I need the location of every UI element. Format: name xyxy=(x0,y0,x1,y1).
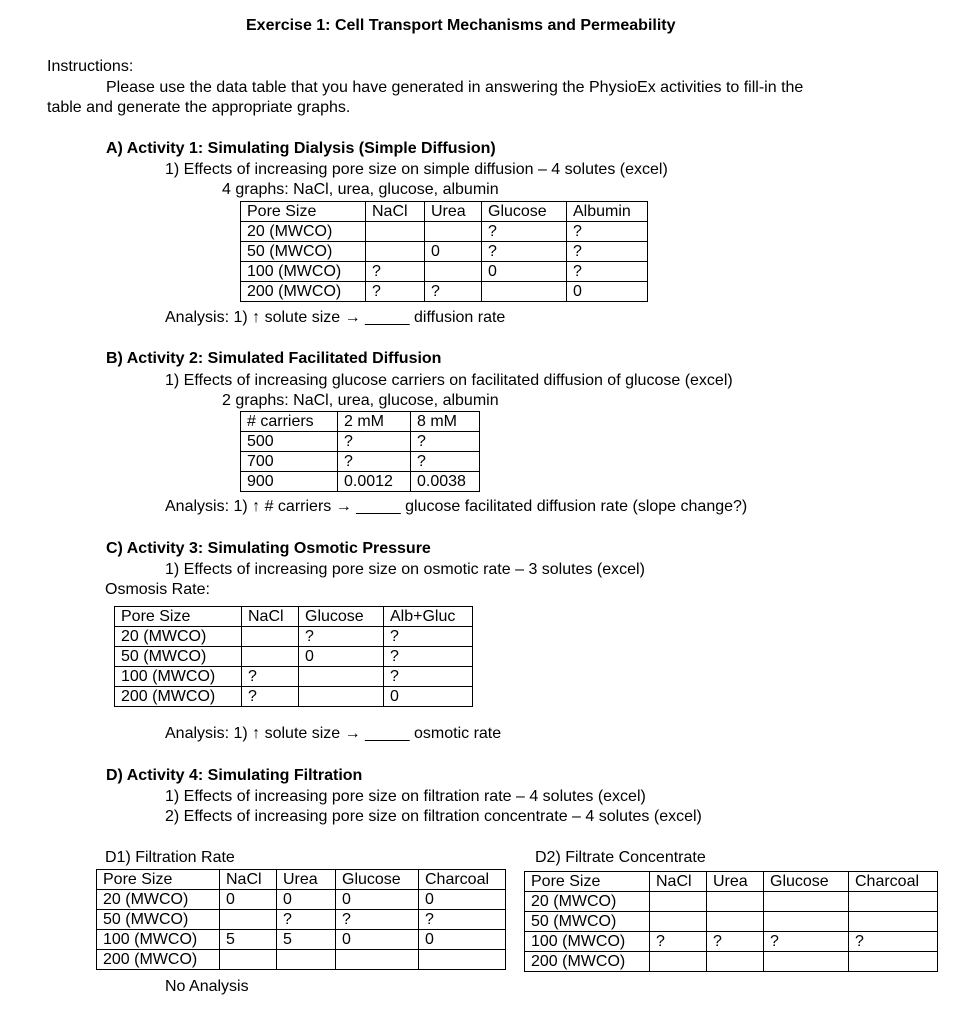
table-cell: ? xyxy=(411,432,480,452)
table-cell: 200 (MWCO) xyxy=(97,950,220,970)
table-row xyxy=(525,892,938,912)
table-cell: 200 (MWCO) xyxy=(115,687,242,707)
table-row xyxy=(97,910,506,930)
instructions-line2: table and generate the appropriate graphs. xyxy=(47,99,351,116)
column-header: Charcoal xyxy=(849,872,938,892)
table-cell: ? xyxy=(366,262,425,282)
column-header: NaCl xyxy=(242,607,299,627)
table-row xyxy=(241,472,480,492)
activity-b-graphs: 2 graphs: NaCl, urea, glucose, albumin xyxy=(222,392,499,409)
table-cell: 100 (MWCO) xyxy=(97,930,220,950)
table-c xyxy=(114,606,473,707)
table-cell: 0 xyxy=(419,890,506,910)
table-cell: ? xyxy=(242,687,299,707)
column-header: NaCl xyxy=(650,872,707,892)
table-cell xyxy=(650,952,707,972)
table-header-row xyxy=(241,202,648,222)
table-row xyxy=(241,282,648,302)
table-cell: 0 xyxy=(384,687,473,707)
table-cell xyxy=(764,912,849,932)
instructions-line1: Please use the data table that you have generated in answering the PhysioEx activities to fill-in the xyxy=(106,79,804,96)
table-cell xyxy=(707,892,764,912)
table-cell xyxy=(764,952,849,972)
table-a xyxy=(240,201,648,302)
table-cell: ? xyxy=(567,222,648,242)
table-row xyxy=(97,930,506,950)
column-header: # carriers xyxy=(241,412,338,432)
column-header: Urea xyxy=(707,872,764,892)
table-cell: 700 xyxy=(241,452,338,472)
table-cell xyxy=(277,950,336,970)
table-cell: 100 (MWCO) xyxy=(525,932,650,952)
table-cell: 0 xyxy=(299,647,384,667)
activity-a-item1: 1) Effects of increasing pore size on simple diffusion – 4 solutes (excel) xyxy=(165,161,668,178)
table-cell xyxy=(366,222,425,242)
table-cell xyxy=(220,910,277,930)
table-row xyxy=(241,222,648,242)
table-cell: 900 xyxy=(241,472,338,492)
column-header: Albumin xyxy=(567,202,648,222)
table-cell: ? xyxy=(764,932,849,952)
table-cell: 0.0038 xyxy=(411,472,480,492)
table-cell: 0 xyxy=(277,890,336,910)
table-cell: ? xyxy=(366,282,425,302)
table-cell: 50 (MWCO) xyxy=(525,912,650,932)
table-row xyxy=(115,667,473,687)
table-cell: ? xyxy=(567,262,648,282)
table-cell xyxy=(764,892,849,912)
table-cell: 50 (MWCO) xyxy=(97,910,220,930)
table-row xyxy=(241,262,648,282)
table-cell: 20 (MWCO) xyxy=(241,222,366,242)
table-cell xyxy=(299,667,384,687)
table-cell xyxy=(482,282,567,302)
table-cell: ? xyxy=(338,432,411,452)
instructions-label: Instructions: xyxy=(47,58,134,75)
column-header: 2 mM xyxy=(338,412,411,432)
table-row xyxy=(241,242,648,262)
table-cell: 5 xyxy=(220,930,277,950)
column-header: Glucose xyxy=(764,872,849,892)
table-cell: 20 (MWCO) xyxy=(525,892,650,912)
table-header-row xyxy=(525,872,938,892)
table-cell: 0 xyxy=(220,890,277,910)
table-cell: 0 xyxy=(336,930,419,950)
table-cell: 100 (MWCO) xyxy=(241,262,366,282)
table-cell xyxy=(242,627,299,647)
table-cell: ? xyxy=(707,932,764,952)
table-cell: ? xyxy=(650,932,707,952)
table-cell: ? xyxy=(384,667,473,687)
column-header: Glucose xyxy=(299,607,384,627)
table-cell: ? xyxy=(336,910,419,930)
table-row xyxy=(115,687,473,707)
table-cell: ? xyxy=(299,627,384,647)
table-header-row xyxy=(241,412,480,432)
activity-c-analysis: Analysis: 1) ↑ solute size → _____ osmotic rate xyxy=(165,725,502,742)
activity-c-heading: C) Activity 3: Simulating Osmotic Pressure xyxy=(106,540,431,557)
table-row xyxy=(115,627,473,647)
column-header: Pore Size xyxy=(97,870,220,890)
table-cell xyxy=(366,242,425,262)
table-row xyxy=(525,952,938,972)
activity-b-item1: 1) Effects of increasing glucose carriers on facilitated diffusion of glucose (excel) xyxy=(165,372,733,389)
column-header: NaCl xyxy=(366,202,425,222)
activity-b-heading: B) Activity 2: Simulated Facilitated Diffusion xyxy=(106,350,442,367)
table-cell xyxy=(849,912,938,932)
table-cell: ? xyxy=(242,667,299,687)
table-cell: ? xyxy=(482,242,567,262)
column-header: Alb+Gluc xyxy=(384,607,473,627)
column-header: Pore Size xyxy=(525,872,650,892)
table-row xyxy=(525,932,938,952)
table-cell: ? xyxy=(419,910,506,930)
table-cell: 100 (MWCO) xyxy=(115,667,242,687)
table-cell: ? xyxy=(277,910,336,930)
activity-a-analysis: Analysis: 1) ↑ solute size → _____ diffusion rate xyxy=(165,309,506,326)
table-cell: 0 xyxy=(425,242,482,262)
table-cell xyxy=(650,892,707,912)
table-cell: ? xyxy=(849,932,938,952)
column-header: Glucose xyxy=(336,870,419,890)
table-cell xyxy=(336,950,419,970)
table-cell: ? xyxy=(425,282,482,302)
table-cell: 0 xyxy=(336,890,419,910)
table-cell xyxy=(419,950,506,970)
column-header: Urea xyxy=(277,870,336,890)
activity-d-item2: 2) Effects of increasing pore size on filtration concentrate – 4 solutes (excel) xyxy=(165,808,702,825)
table-row xyxy=(241,452,480,472)
table-cell: 0 xyxy=(419,930,506,950)
table-cell xyxy=(425,262,482,282)
table-cell: 50 (MWCO) xyxy=(241,242,366,262)
table-cell: 50 (MWCO) xyxy=(115,647,242,667)
column-header: Charcoal xyxy=(419,870,506,890)
activity-c-item1: 1) Effects of increasing pore size on osmotic rate – 3 solutes (excel) xyxy=(165,561,645,578)
table-cell: ? xyxy=(567,242,648,262)
table-cell xyxy=(220,950,277,970)
d1-label: D1) Filtration Rate xyxy=(105,849,235,866)
column-header: Pore Size xyxy=(115,607,242,627)
column-header: 8 mM xyxy=(411,412,480,432)
d2-label: D2) Filtrate Concentrate xyxy=(535,849,706,866)
table-cell: 200 (MWCO) xyxy=(241,282,366,302)
table-cell: 20 (MWCO) xyxy=(97,890,220,910)
table-cell: 200 (MWCO) xyxy=(525,952,650,972)
table-header-row xyxy=(97,870,506,890)
table-cell xyxy=(650,912,707,932)
table-cell: 5 xyxy=(277,930,336,950)
table-header-row xyxy=(115,607,473,627)
table-cell xyxy=(849,892,938,912)
table-cell xyxy=(849,952,938,972)
activity-d-item1: 1) Effects of increasing pore size on filtration rate – 4 solutes (excel) xyxy=(165,788,646,805)
table-d2 xyxy=(524,871,938,972)
activity-d-heading: D) Activity 4: Simulating Filtration xyxy=(106,767,363,784)
table-row xyxy=(97,890,506,910)
table-cell xyxy=(425,222,482,242)
column-header: Urea xyxy=(425,202,482,222)
column-header: Glucose xyxy=(482,202,567,222)
table-cell: 0.0012 xyxy=(338,472,411,492)
table-row xyxy=(115,647,473,667)
table-cell xyxy=(242,647,299,667)
table-cell: ? xyxy=(384,647,473,667)
table-cell: ? xyxy=(384,627,473,647)
no-analysis-label: No Analysis xyxy=(165,978,249,995)
activity-a-heading: A) Activity 1: Simulating Dialysis (Simple Diffusion) xyxy=(106,140,496,157)
table-row xyxy=(97,950,506,970)
column-header: Pore Size xyxy=(241,202,366,222)
table-b xyxy=(240,411,480,492)
table-cell xyxy=(707,952,764,972)
table-cell: ? xyxy=(482,222,567,242)
table-cell xyxy=(707,912,764,932)
table-cell xyxy=(299,687,384,707)
table-row xyxy=(241,432,480,452)
table-cell: 0 xyxy=(567,282,648,302)
activity-b-analysis: Analysis: 1) ↑ # carriers → _____ glucose facilitated diffusion rate (slope change?) xyxy=(165,498,748,515)
table-cell: ? xyxy=(338,452,411,472)
table-cell: 0 xyxy=(482,262,567,282)
column-header: NaCl xyxy=(220,870,277,890)
activity-a-graphs: 4 graphs: NaCl, urea, glucose, albumin xyxy=(222,181,499,198)
table-row xyxy=(525,912,938,932)
table-d1 xyxy=(96,869,506,970)
table-cell: 20 (MWCO) xyxy=(115,627,242,647)
page-title: Exercise 1: Cell Transport Mechanisms and Permeability xyxy=(246,17,676,34)
table-cell: 500 xyxy=(241,432,338,452)
osmosis-rate-label: Osmosis Rate: xyxy=(105,581,210,598)
table-cell: ? xyxy=(411,452,480,472)
